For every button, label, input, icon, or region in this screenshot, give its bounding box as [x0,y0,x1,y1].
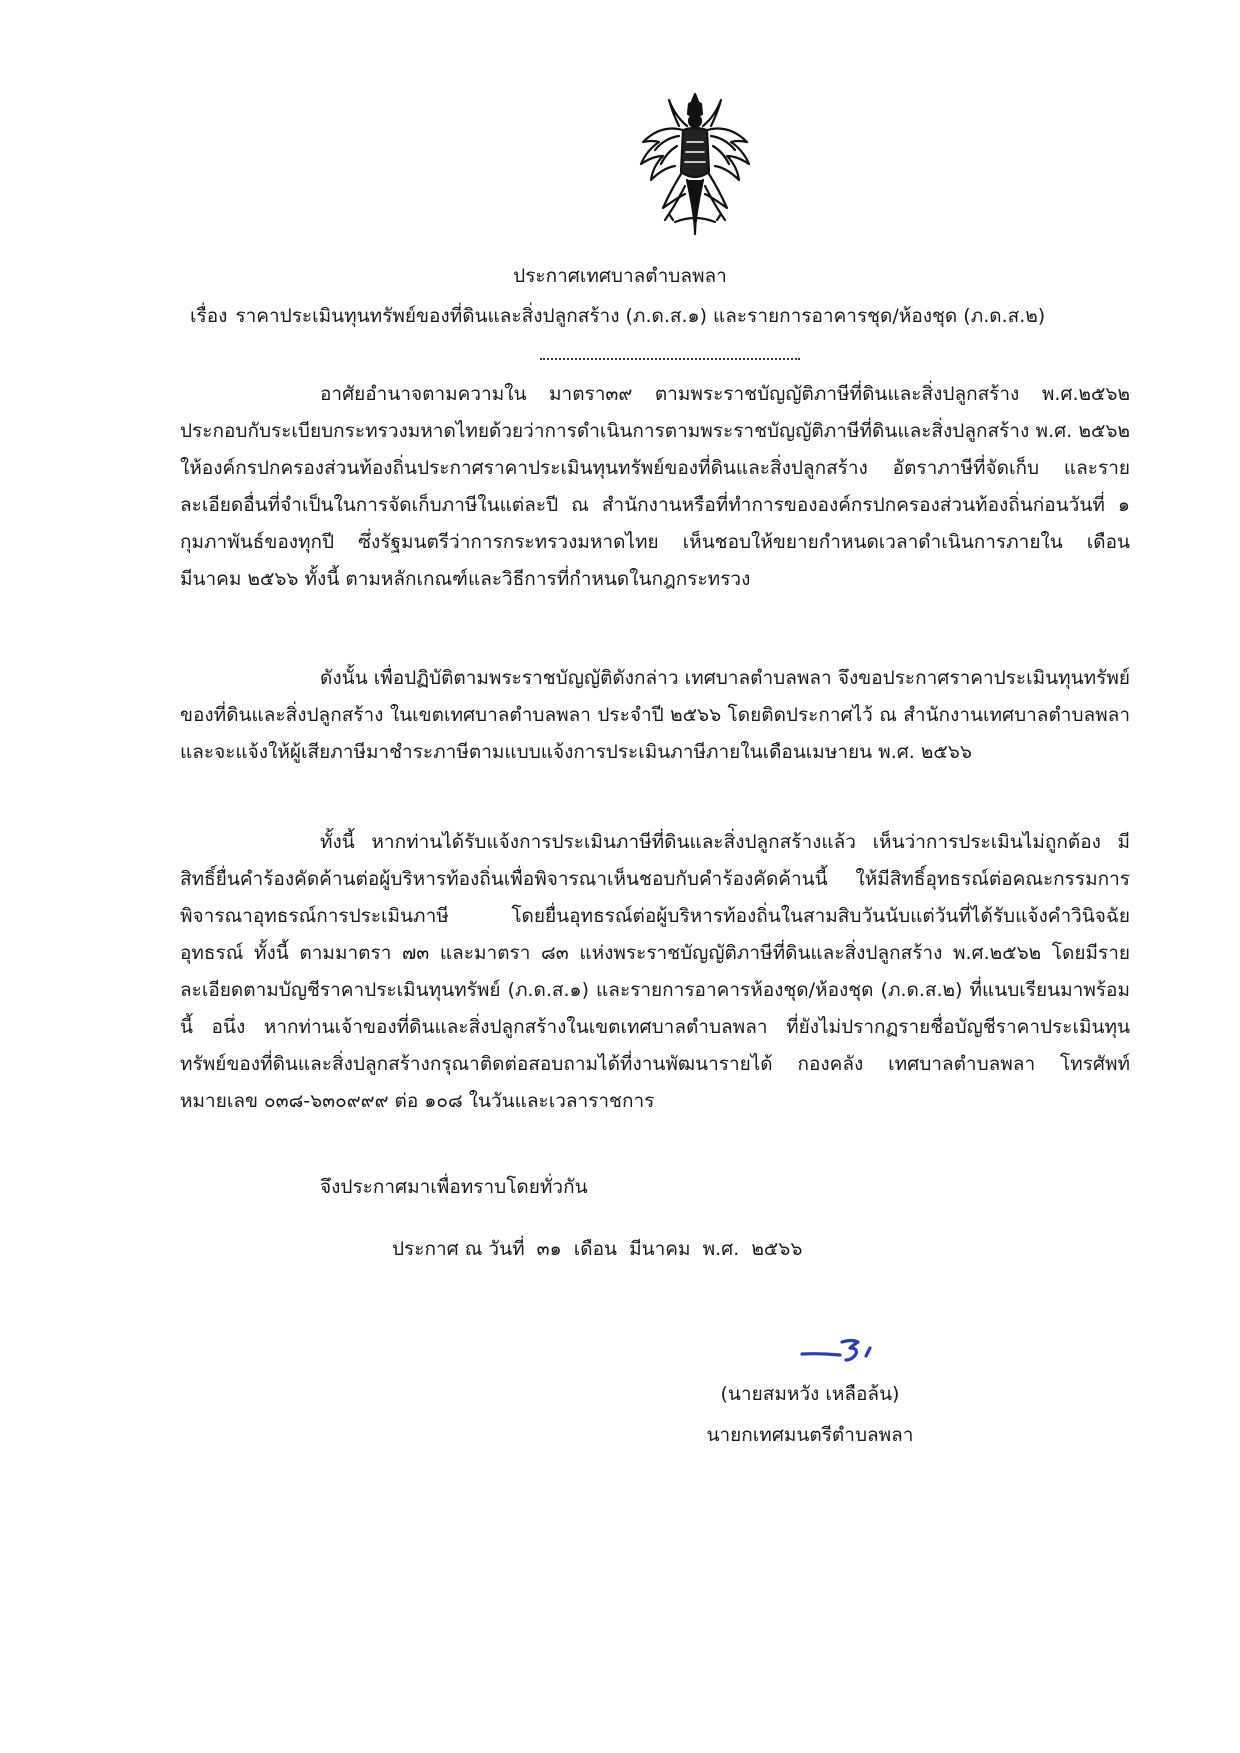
body-paragraph-3: ทั้งนี้ หากท่านได้รับแจ้งการประเมินภาษีที่ดินและสิ่งปลูกสร้างแล้ว เห็นว่าการประเมินไม่ถูกต้อง มีสิทธิ์ยื่นคำร้องคัดค้านต่อผู้บริหารท้องถิ่นเพื่อพิจารณาเห็นชอบกับคำร้องคัดค้านนี้ ให้มีสิทธิ์อุทธรณ์ต่อคณะกรรมการพิจารณาอุทธรณ์การประเมินภาษี โดยยื่นอุทธรณ์ต่อผู้บริหารท้องถิ่นในสามสิบวันนับแต่วันที่ได้รับแจ้งคำวินิจฉัยอุทธรณ์ ทั้งนี้ ตามมาตรา ๗๓ และมาตรา ๘๓ แห่งพระราชบัญญัติภาษีที่ดินและสิ่งปลูกสร้าง พ.ศ.๒๕๖๒ โดยมีรายละเอียดตามบัญชีราคาประเมินทุนทรัพย์ (ภ.ด.ส.๑) และรายการอาคารห้องชุด/ห้องชุด (ภ.ด.ส.๒) ที่แนบเรียนมาพร้อมนี้ อนึ่ง หากท่านเจ้าของที่ดินและสิ่งปลูกสร้างในเขตเทศบาลตำบลพลา ที่ยังไม่ปรากฏรายชื่อบัญชีราคาประเมินทุนทรัพย์ของที่ดินและสิ่งปลูกสร้างกรุณาติดต่อสอบถามได้ที่งานพัฒนารายได้ กองคลัง เทศบาลตำบลพลา โทรศัพท์หมายเลข ๐๓๘-๖๓๐๙๙๙ ต่อ ๑๐๘ ในวันและเวลาราชการ [180,831,1130,1112]
body-paragraph-1: อาศัยอำนาจตามความใน มาตรา๓๙ ตามพระราชบัญญัติภาษีที่ดินและสิ่งปลูกสร้าง พ.ศ.๒๕๖๒ ประกอบกับระเบียบกระทรวงมหาดไทยด้วยว่าการดำเนินการตามพระราชบัญญัติภาษีที่ดินและสิ่งปลูกสร้าง พ.ศ. ๒๕๖๒ ให้องค์กรปกครองส่วนท้องถิ่นประกาศราคาประเมินทุนทรัพย์ของที่ดินและสิ่งปลูกสร้าง อัตราภาษีที่จัดเก็บ และรายละเอียดอื่นที่จำเป็นในการจัดเก็บภาษีในแต่ละปี ณ สำนักงานหรือที่ทำการขององค์กรปกครองส่วนท้องถิ่นก่อนวันที่ ๑ กุมภาพันธ์ของทุกปี ซึ่งรัฐมนตรีว่าการกระทรวงมหาดไทย เห็นชอบให้ขยายกำหนดเวลาดำเนินการภายใน เดือนมีนาคม ๒๕๖๖ ทั้งนี้ ตามหลักเกณฑ์และวิธีการที่กำหนดในกฎกระทรวง [180,383,1130,590]
subject-label: เรื่อง [190,305,228,327]
closing-statement: จึงประกาศมาเพื่อทราบโดยทั่วกัน [320,1176,588,1198]
announcement-date: ประกาศ ณ วันที่ ๓๑ เดือน มีนาคม พ.ศ. ๒๕๖๖ [392,1238,803,1260]
announcement-subject [190,302,1130,330]
announcement-title: ประกาศเทศบาลตำบลพลา [513,265,727,287]
subject-text: ราคาประเมินทุนทรัพย์ของที่ดินและสิ่งปลูกสร้าง (ภ.ด.ส.๑) และรายการอาคารชุด/ห้องชุด (ภ.ด.ส.๒) [235,305,1046,327]
signer-name: (นายสมหวัง เหลือล้น) [720,1383,900,1405]
garuda-emblem-icon [635,90,755,240]
handwritten-signature [800,1330,890,1370]
signer-position: นายกเทศมนตรีตำบลพลา [706,1424,914,1446]
body-paragraph-2: ดังนั้น เพื่อปฏิบัติตามพระราชบัญญัติดังกล่าว เทศบาลตำบลพลา จึงขอประกาศราคาประเมินทุนทรัพย์ของที่ดินและสิ่งปลูกสร้าง ในเขตเทศบาลตำบลพลา ประจำปี ๒๕๖๖ โดยติดประกาศไว้ ณ สำนักงานเทศบาลตำบลพลา และจะแจ้งให้ผู้เสียภาษีมาชำระภาษีตามแบบแจ้งการประเมินภาษีภายในเดือนเมษายน พ.ศ. ๒๕๖๖ [180,667,1130,763]
dotted-separator [540,358,800,360]
